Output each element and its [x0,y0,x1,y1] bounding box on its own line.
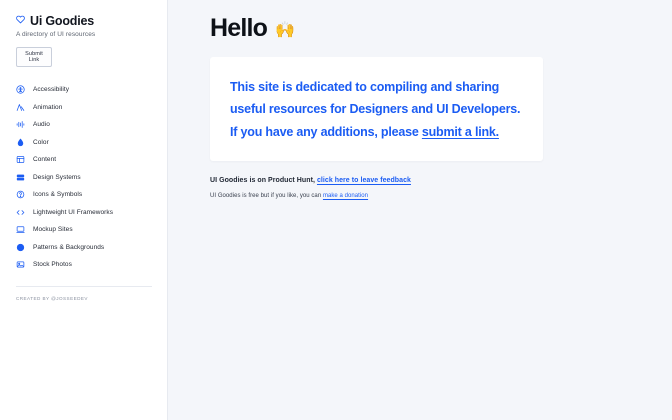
sidebar-item-label: Lightweight UI Frameworks [33,208,113,216]
code-icon [16,208,25,217]
main-content [168,0,672,420]
sidebar [0,0,168,420]
sidebar-item-animation[interactable] [16,99,153,117]
page-title-text: Hello [210,14,268,42]
brand-name: Ui Goodies [30,14,94,28]
sidebar-item-design-systems[interactable] [16,169,153,187]
sidebar-item-label: Design Systems [33,173,81,181]
sidebar-item-patterns-backgrounds[interactable] [16,239,153,257]
mockup-icon [16,225,25,234]
heart-icon [16,15,25,27]
sidebar-item-label: Patterns & Backgrounds [33,243,105,251]
intro-card-text-body: This site is dedicated to compiling and sharing useful resources for Designers and UI Developers. If you have any additions, please [230,80,521,139]
sidebar-divider [16,286,152,287]
photo-icon [16,260,25,269]
sidebar-nav [16,81,153,274]
donation-note [210,193,630,199]
submit-link-button[interactable]: Submit Link [16,47,52,67]
sidebar-item-color[interactable] [16,134,153,152]
intro-card-text [230,76,523,143]
sidebar-item-label: Animation [33,103,63,111]
sidebar-item-content[interactable] [16,151,153,169]
sidebar-item-accessibility[interactable] [16,81,153,99]
product-hunt-note-text: UI Goodies is on Product Hunt, [210,176,315,184]
sidebar-item-label: Stock Photos [33,261,72,269]
donation-note-text: UI Goodies is free but if you like, you can [210,192,322,199]
animation-icon [16,103,25,112]
sidebar-item-label: Content [33,156,57,164]
sidebar-item-label: Accessibility [33,86,70,94]
sidebar-item-label: Audio [33,121,50,129]
icons-symbols-icon [16,190,25,199]
sidebar-item-mockup-sites[interactable] [16,221,153,239]
sidebar-item-label: Icons & Symbols [33,191,83,199]
color-drop-icon [16,138,25,147]
raised-hands-emoji-icon: 🙌 [275,22,296,39]
sidebar-item-lightweight-ui-frameworks[interactable] [16,204,153,222]
product-hunt-note [210,177,630,184]
make-a-donation-link[interactable]: make a donation [322,192,369,199]
intro-card [210,57,543,161]
sidebar-item-audio[interactable] [16,116,153,134]
sidebar-item-label: Mockup Sites [33,226,73,234]
patterns-icon [16,243,25,252]
sidebar-item-label: Color [33,138,49,146]
page-title [210,14,630,43]
sidebar-item-icons-symbols[interactable] [16,186,153,204]
submit-a-link-link[interactable]: submit a link. [421,124,499,139]
content-icon [16,155,25,164]
product-hunt-feedback-link[interactable]: click here to leave feedback [316,176,411,184]
brand[interactable] [16,14,153,28]
sidebar-item-stock-photos[interactable] [16,256,153,274]
design-systems-icon [16,173,25,182]
brand-tagline: A directory of UI resources [16,31,96,38]
sidebar-credit: CREATED BY @JOSSEEDEV [16,295,88,301]
audio-icon [16,120,25,129]
accessibility-icon [16,85,25,94]
